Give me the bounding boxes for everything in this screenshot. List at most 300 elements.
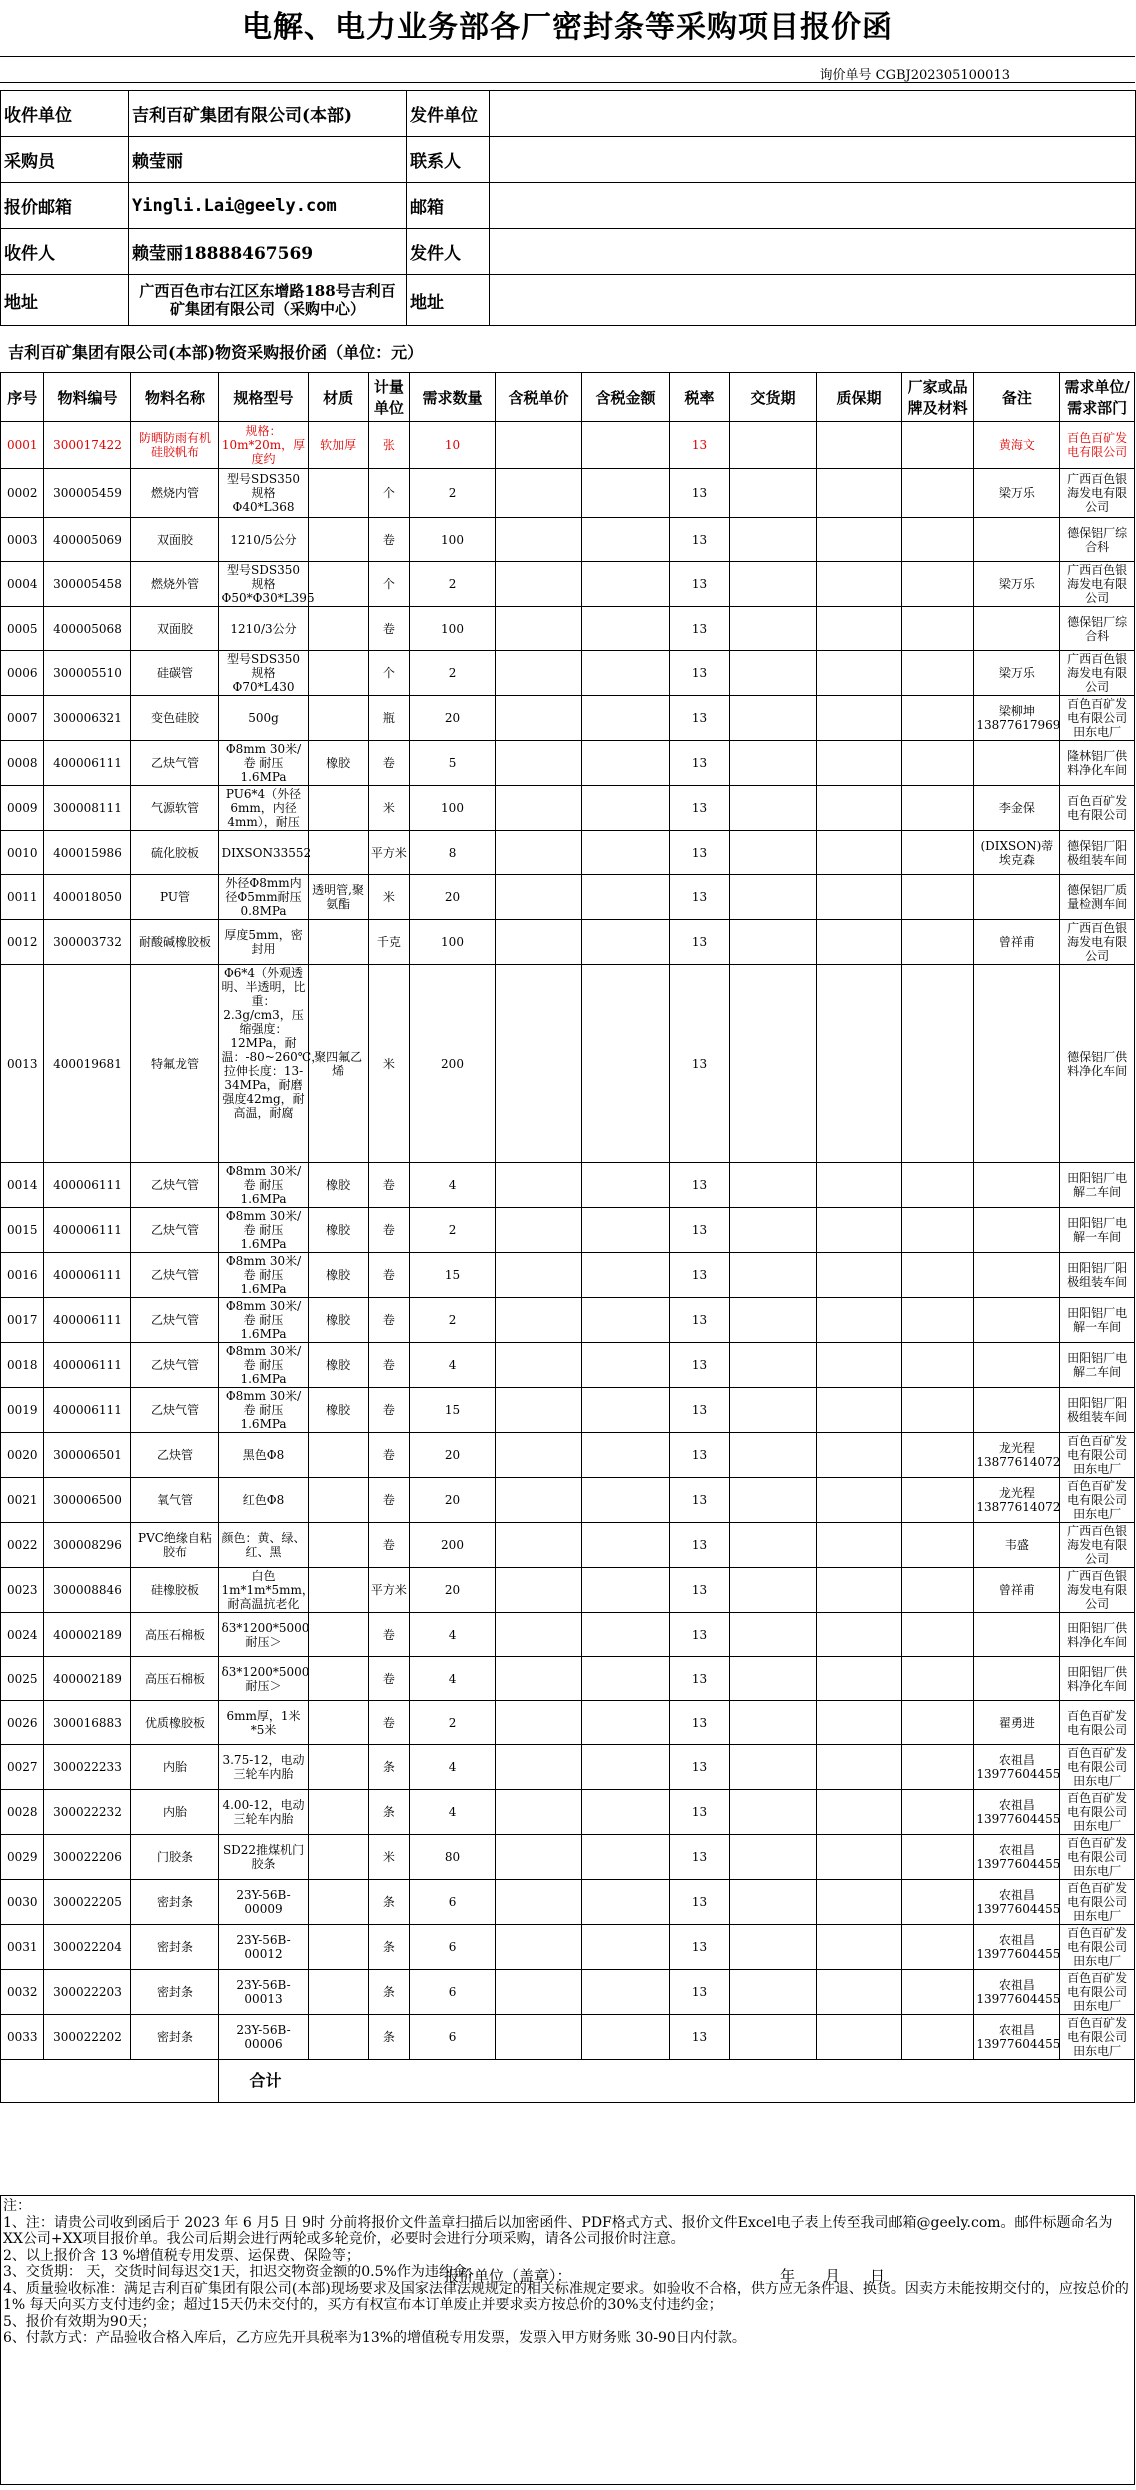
table-cell[interactable] [901,920,973,965]
table-cell: 卷 [368,1613,409,1657]
table-cell[interactable] [581,1388,669,1433]
table-cell[interactable] [730,1433,817,1478]
table-cell: 8 [410,831,496,875]
table-cell: 300003732 [44,920,131,965]
table-cell[interactable] [730,1880,817,1925]
table-cell: 农祖昌13977604455 [974,1880,1060,1925]
table-cell[interactable] [581,562,669,607]
table-cell[interactable] [495,1925,581,1970]
table-cell[interactable] [730,696,817,741]
table-cell: 300006501 [44,1433,131,1478]
table-cell[interactable] [495,741,581,786]
table-cell[interactable] [901,562,973,607]
table-cell: 密封条 [131,1880,219,1925]
table-cell: 13 [669,422,729,469]
table-cell[interactable] [817,1298,902,1343]
table-cell: 15 [410,1253,496,1298]
table-cell: 软加厚 [308,422,368,469]
table-cell[interactable] [581,2015,669,2060]
table-cell[interactable] [581,518,669,562]
table-cell[interactable] [495,1790,581,1835]
recv-unit-label: 收件单位 [1,91,129,137]
table-cell: 13 [669,1478,729,1523]
table-cell: Φ8mm 30米/卷 耐压1.6MPa [219,1163,308,1208]
table-cell[interactable] [581,1835,669,1880]
header-cell: 含税单价 [495,373,581,422]
table-cell: 田阳铝厂供料净化车间 [1060,1613,1135,1657]
section-title: 吉利百矿集团有限公司(本部)物资采购报价函（单位：元） [8,343,424,362]
table-cell: 13 [669,831,729,875]
table-cell[interactable] [581,1208,669,1253]
table-cell[interactable] [901,469,973,518]
table-cell[interactable] [730,1568,817,1613]
table-cell[interactable] [817,741,902,786]
table-cell: 400002189 [44,1613,131,1657]
table-cell[interactable] [730,2015,817,2060]
table-cell[interactable] [901,1163,973,1208]
table-cell[interactable] [817,1253,902,1298]
table-cell[interactable] [817,1745,902,1790]
table-cell[interactable] [581,1298,669,1343]
table-cell[interactable] [730,875,817,920]
table-cell[interactable] [817,831,902,875]
table-cell[interactable] [817,1880,902,1925]
table-cell: 13 [669,1880,729,1925]
table-cell: 300006321 [44,696,131,741]
table-cell[interactable] [817,1433,902,1478]
table-cell[interactable] [730,1253,817,1298]
table-cell[interactable] [817,1701,902,1745]
address2-value[interactable] [490,275,1136,326]
table-cell[interactable] [495,1208,581,1253]
table-cell[interactable] [901,422,973,469]
contact-value[interactable] [490,137,1136,183]
table-cell[interactable] [730,1701,817,1745]
table-cell: 0007 [1,696,44,741]
table-cell[interactable] [581,875,669,920]
table-cell[interactable] [817,562,902,607]
table-cell[interactable] [581,1880,669,1925]
table-cell: 个 [368,651,409,696]
table-cell: 卷 [368,1388,409,1433]
table-cell[interactable] [581,1343,669,1388]
table-cell: 400005069 [44,518,131,562]
table-cell[interactable] [495,1343,581,1388]
table-cell: 2 [410,469,496,518]
table-cell: 300022202 [44,2015,131,2060]
email-value: Yingli.Lai@geely.com [129,183,407,229]
table-cell[interactable] [730,469,817,518]
table-cell: 密封条 [131,2015,219,2060]
table-cell: 300022205 [44,1880,131,1925]
table-cell[interactable] [817,875,902,920]
table-cell: 0014 [1,1163,44,1208]
table-cell[interactable] [730,831,817,875]
table-cell[interactable] [495,651,581,696]
table-cell[interactable] [495,1433,581,1478]
table-cell [974,518,1060,562]
table-cell [974,1298,1060,1343]
table-cell: 13 [669,1835,729,1880]
table-cell: 门胶条 [131,1835,219,1880]
table-cell[interactable] [581,651,669,696]
table-cell[interactable] [817,1343,902,1388]
table-cell[interactable] [817,920,902,965]
table-cell: 田阳铝厂电解一车间 [1060,1208,1135,1253]
table-cell: 300022206 [44,1835,131,1880]
table-cell: 80 [410,1835,496,1880]
table-cell[interactable] [581,1925,669,1970]
table-cell[interactable] [581,965,669,1163]
table-cell: 农祖昌13977604455 [974,1745,1060,1790]
table-cell[interactable] [817,422,902,469]
table-cell [308,562,368,607]
table-cell[interactable] [730,1343,817,1388]
table-cell[interactable] [495,1970,581,2015]
table-cell: 13 [669,518,729,562]
table-cell[interactable] [495,786,581,831]
table-row [1,562,1135,607]
table-cell [974,1657,1060,1701]
table-cell[interactable] [817,1613,902,1657]
table-cell[interactable] [817,1970,902,2015]
table-cell[interactable] [817,786,902,831]
table-row [1,1701,1135,1745]
table-cell[interactable] [730,1613,817,1657]
table-cell: 300017422 [44,422,131,469]
mail-value[interactable] [490,183,1136,229]
table-row [1,1478,1135,1523]
table-cell[interactable] [495,875,581,920]
note-6: 6、付款方式：产品验收合格入库后，乙方应先开具税率为13%的增值税专用发票，发票入甲方财务账 30-90日内付款。 [3,2330,746,2346]
table-cell[interactable] [495,1657,581,1701]
table-cell: 透明管,聚氨酯 [308,875,368,920]
table-cell[interactable] [730,965,817,1163]
table-cell[interactable] [817,965,902,1163]
table-row [1,875,1135,920]
table-cell: 双面胶 [131,607,219,651]
table-cell: 田阳铝厂阳极组装车间 [1060,1253,1135,1298]
table-cell[interactable] [817,518,902,562]
table-cell: 400006111 [44,1388,131,1433]
table-cell: 颜色：黄、绿、红、黑 [219,1523,308,1568]
table-cell[interactable] [901,875,973,920]
table-cell[interactable] [495,518,581,562]
table-cell[interactable] [817,2015,902,2060]
header-cell: 备注 [974,373,1060,422]
table-cell[interactable] [901,831,973,875]
table-cell[interactable] [730,1790,817,1835]
table-cell[interactable] [901,1835,973,1880]
table-cell[interactable] [495,1388,581,1433]
table-cell: 13 [669,1433,729,1478]
table-cell[interactable] [495,1163,581,1208]
table-cell[interactable] [817,607,902,651]
table-cell[interactable] [730,741,817,786]
table-cell: 100 [410,607,496,651]
table-cell[interactable] [817,1208,902,1253]
table-cell: 卷 [368,1523,409,1568]
table-cell[interactable] [495,422,581,469]
table-cell[interactable] [495,1701,581,1745]
table-cell: 0030 [1,1880,44,1925]
table-cell[interactable] [901,1925,973,1970]
table-cell[interactable] [581,422,669,469]
table-cell: 密封条 [131,1970,219,2015]
table-row [1,1880,1135,1925]
table-cell: 4.00-12，电动三轮车内胎 [219,1790,308,1835]
table-cell[interactable] [901,1388,973,1433]
table-cell: 0012 [1,920,44,965]
header-cell: 税率 [669,373,729,422]
sender-value[interactable] [490,229,1136,275]
table-cell: 400015986 [44,831,131,875]
table-cell: 3.75-12，电动三轮车内胎 [219,1745,308,1790]
table-cell: 气源软管 [131,786,219,831]
table-cell[interactable] [817,651,902,696]
table-cell[interactable] [495,920,581,965]
table-cell: 15 [410,1388,496,1433]
table-cell: 白色1m*1m*5mm，耐高温抗老化 [219,1568,308,1613]
table-cell: (DIXSON)蒂埃克森 [974,831,1060,875]
table-cell[interactable] [901,1568,973,1613]
table-cell[interactable] [581,1163,669,1208]
table-cell[interactable] [901,965,973,1163]
table-cell[interactable] [730,1388,817,1433]
table-cell[interactable] [495,1478,581,1523]
table-cell[interactable] [581,1613,669,1657]
table-cell: 2 [410,1298,496,1343]
table-cell[interactable] [730,1925,817,1970]
table-cell: 0003 [1,518,44,562]
table-cell[interactable] [901,607,973,651]
table-cell [974,1613,1060,1657]
table-cell: 300008846 [44,1568,131,1613]
table-cell[interactable] [901,1790,973,1835]
table-cell[interactable] [901,741,973,786]
table-cell: 百色百矿发电有限公司田东电厂 [1060,2015,1135,2060]
table-cell[interactable] [730,1835,817,1880]
header-cell: 规格型号 [219,373,308,422]
table-cell: 6 [410,1880,496,1925]
table-row [1,1253,1135,1298]
table-cell: 韦盛 [974,1523,1060,1568]
table-cell[interactable] [730,1478,817,1523]
table-cell[interactable] [901,651,973,696]
table-cell[interactable] [581,607,669,651]
table-cell: 0031 [1,1925,44,1970]
table-cell: 20 [410,696,496,741]
table-cell[interactable] [817,1657,902,1701]
table-cell: 1210/5公分 [219,518,308,562]
table-cell[interactable] [581,1478,669,1523]
table-cell[interactable] [901,1613,973,1657]
table-cell[interactable] [581,1523,669,1568]
table-cell[interactable] [730,1298,817,1343]
table-cell[interactable] [730,518,817,562]
table-cell: 优质橡胶板 [131,1701,219,1745]
table-cell: 百色百矿发电有限公司田东电厂 [1060,1745,1135,1790]
table-cell[interactable] [817,1835,902,1880]
table-cell: 条 [368,1970,409,2015]
table-cell[interactable] [495,1523,581,1568]
table-cell[interactable] [730,1163,817,1208]
items-table [0,372,1135,2103]
table-cell[interactable] [730,1208,817,1253]
table-cell[interactable] [730,607,817,651]
table-cell[interactable] [495,696,581,741]
table-row [1,518,1135,562]
table-cell[interactable] [901,1523,973,1568]
table-cell[interactable] [901,786,973,831]
table-cell[interactable] [901,1433,973,1478]
table-cell[interactable] [495,1568,581,1613]
table-cell[interactable] [901,1745,973,1790]
table-cell[interactable] [901,696,973,741]
table-cell: 20 [410,1568,496,1613]
table-cell[interactable] [817,1790,902,1835]
table-cell: 广西百色银海发电有限公司 [1060,920,1135,965]
table-cell[interactable] [495,562,581,607]
table-cell[interactable] [901,1343,973,1388]
table-cell[interactable] [495,1835,581,1880]
table-cell: 百色百矿发电有限公司田东电厂 [1060,1970,1135,2015]
table-cell[interactable] [817,1523,902,1568]
table-cell[interactable] [581,1253,669,1298]
table-cell: 13 [669,1701,729,1745]
table-cell[interactable] [901,1970,973,2015]
table-cell[interactable] [495,965,581,1163]
table-cell: 百色百矿发电有限公司 [1060,786,1135,831]
table-cell[interactable] [730,1745,817,1790]
table-cell[interactable] [581,920,669,965]
header-cell: 厂家或品牌及材料 [901,373,973,422]
table-cell: 0008 [1,741,44,786]
table-cell[interactable] [817,1478,902,1523]
table-cell: 400006111 [44,1253,131,1298]
table-cell [308,2015,368,2060]
table-cell: 翟勇进 [974,1701,1060,1745]
table-cell[interactable] [901,2015,973,2060]
table-cell: 耐酸碱橡胶板 [131,920,219,965]
table-cell: Φ8mm 30米/卷 耐压1.6MPa [219,1343,308,1388]
table-cell: 条 [368,1925,409,1970]
table-cell[interactable] [817,1568,902,1613]
table-cell[interactable] [730,562,817,607]
table-cell: 13 [669,2015,729,2060]
table-cell[interactable] [817,1925,902,1970]
table-cell[interactable] [901,1478,973,1523]
table-cell [974,1253,1060,1298]
table-cell[interactable] [901,518,973,562]
table-cell: 千克 [368,920,409,965]
table-cell: 卷 [368,518,409,562]
table-cell[interactable] [581,1433,669,1478]
table-cell: 隆林铝厂供料净化车间 [1060,741,1135,786]
table-cell[interactable] [730,920,817,965]
table-cell: 400006111 [44,1298,131,1343]
table-cell: 0018 [1,1343,44,1388]
table-cell[interactable] [495,1298,581,1343]
table-cell[interactable] [495,1613,581,1657]
table-cell[interactable] [581,786,669,831]
table-cell: 卷 [368,1478,409,1523]
table-cell [308,651,368,696]
header-cell: 需求单位/需求部门 [1060,373,1135,422]
table-cell: 300022232 [44,1790,131,1835]
table-cell[interactable] [581,831,669,875]
table-cell[interactable] [581,1970,669,2015]
table-cell[interactable] [901,1701,973,1745]
table-cell: 0019 [1,1388,44,1433]
table-cell[interactable] [817,469,902,518]
table-cell[interactable] [495,2015,581,2060]
send-unit-value[interactable] [490,91,1136,137]
table-cell: 卷 [368,1701,409,1745]
table-cell: 0011 [1,875,44,920]
table-cell: 400005068 [44,607,131,651]
table-cell[interactable] [581,469,669,518]
table-cell[interactable] [730,651,817,696]
header-cell: 计量单位 [368,373,409,422]
table-cell[interactable] [495,469,581,518]
table-cell[interactable] [730,786,817,831]
table-cell: 高压石棉板 [131,1613,219,1657]
note-0: 注： [3,2198,31,2214]
table-cell: 卷 [368,607,409,651]
table-cell[interactable] [581,1701,669,1745]
table-cell[interactable] [817,1388,902,1433]
table-cell[interactable] [495,831,581,875]
table-cell[interactable] [901,1880,973,1925]
table-cell: 20 [410,1433,496,1478]
table-cell[interactable] [495,1253,581,1298]
table-cell[interactable] [581,1657,669,1701]
table-cell: 百色百矿发电有限公司田东电厂 [1060,1880,1135,1925]
table-cell: Φ8mm 30米/卷 耐压1.6MPa [219,1298,308,1343]
table-cell: 德保铝厂质量检测车间 [1060,875,1135,920]
table-cell [308,1880,368,1925]
table-cell[interactable] [901,1253,973,1298]
table-cell[interactable] [495,607,581,651]
table-cell[interactable] [730,1657,817,1701]
table-cell[interactable] [817,696,902,741]
table-cell[interactable] [901,1208,973,1253]
table-cell[interactable] [581,741,669,786]
table-cell[interactable] [581,696,669,741]
table-cell[interactable] [581,1790,669,1835]
table-cell[interactable] [730,422,817,469]
table-cell: 氧气管 [131,1478,219,1523]
table-cell[interactable] [901,1298,973,1343]
table-cell[interactable] [581,1745,669,1790]
table-cell: 乙炔气管 [131,1163,219,1208]
table-cell[interactable] [730,1970,817,2015]
sender-label: 发件人 [407,229,490,275]
table-cell[interactable] [581,1568,669,1613]
table-cell[interactable] [730,1523,817,1568]
table-cell[interactable] [495,1745,581,1790]
table-cell: 4 [410,1790,496,1835]
table-cell: 13 [669,1343,729,1388]
table-cell: 广西百色银海发电有限公司 [1060,1568,1135,1613]
table-cell [308,1970,368,2015]
table-cell: 百色百矿发电有限公司 [1060,1701,1135,1745]
table-cell[interactable] [495,1880,581,1925]
table-row [1,1925,1135,1970]
table-cell[interactable] [817,1163,902,1208]
table-cell[interactable] [901,1657,973,1701]
